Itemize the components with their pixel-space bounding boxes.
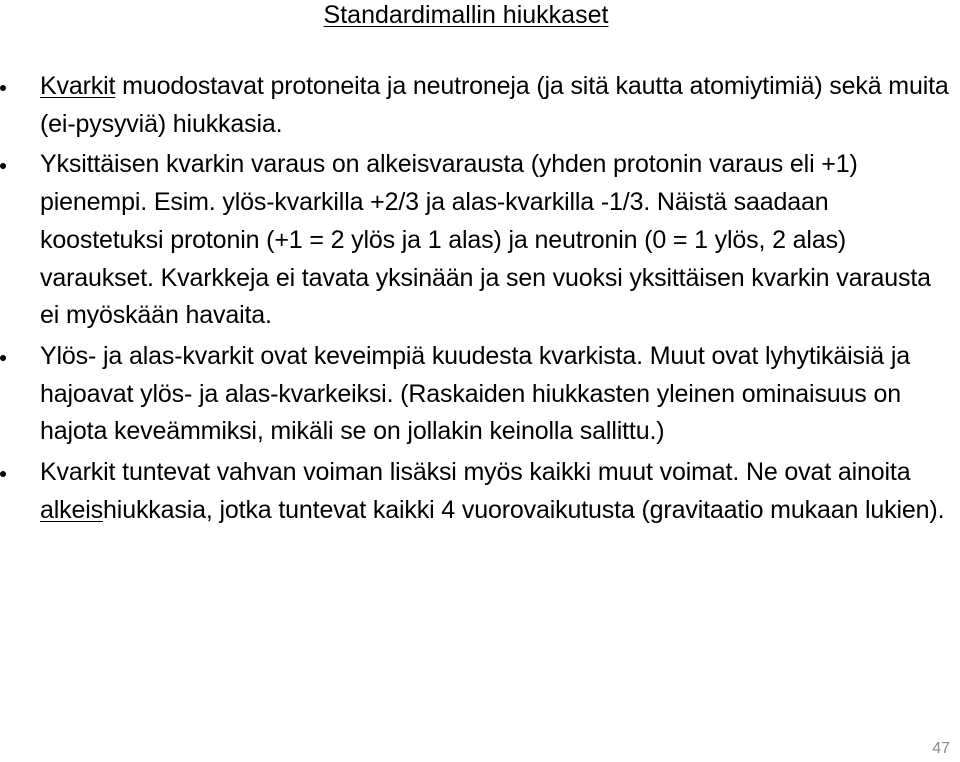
bullet-dot-icon — [0, 85, 6, 91]
bullet-dot-icon — [0, 471, 6, 477]
quarks-link[interactable]: Kvarkit — [40, 72, 116, 100]
bullet-item-quarks — [0, 68, 950, 143]
page-number: 47 — [932, 740, 950, 757]
bullet-dot-icon — [0, 163, 6, 169]
bullet-dot-icon — [0, 355, 6, 361]
bullet-item-charge — [0, 146, 950, 335]
bullet-item-light-quarks — [0, 338, 950, 451]
bullet-item-forces — [0, 454, 950, 529]
bullet-text: Yksittäisen kvarkin varaus on alkeisvarausta (yhden protonin varaus eli +1) pienempi. Esim. ylös-kvarkilla +2/3 ja alas-kvarkilla -1/3. Näistä saadaan koostetuksi protonin (+1 = 2 ylös ja 1 alas) ja neutronin (0 = 1 ylös, 2 alas) varaukset. Kvarkkeja ei tavata yksinään ja sen vuoksi yksittäisen kvarkin varausta ei myöskään havaita. — [40, 150, 931, 330]
bullet-text: muodostavat protoneita ja neutroneja (ja sitä kautta atomiytimiä) sekä muita (ei-pysyviä) hiukkasia. — [40, 72, 949, 138]
bullet-text: Ylös- ja alas-kvarkit ovat keveimpiä kuudesta kvarkista. Muut ovat lyhytikäisiä ja hajoavat ylös- ja alas-kvarkeiksi. (Raskaiden hiukkasten yleinen ominaisuus on hajota keveämmiksi, mikäli se on jollakin keinolla sallittu.) — [40, 341, 911, 446]
bullet-list — [0, 68, 950, 532]
slide-title: Standardimallin hiukkaset — [323, 1, 609, 29]
elementary-link[interactable]: alkeis — [40, 495, 104, 524]
bullet-text: hiukkasia, jotka tuntevat kaikki 4 vuorovaikutusta (gravitaatio mukaan lukien). — [103, 495, 945, 524]
bullet-text: Kvarkit tuntevat vahvan voiman lisäksi myös kaikki muut voimat. Ne ovat ainoita — [40, 458, 911, 487]
